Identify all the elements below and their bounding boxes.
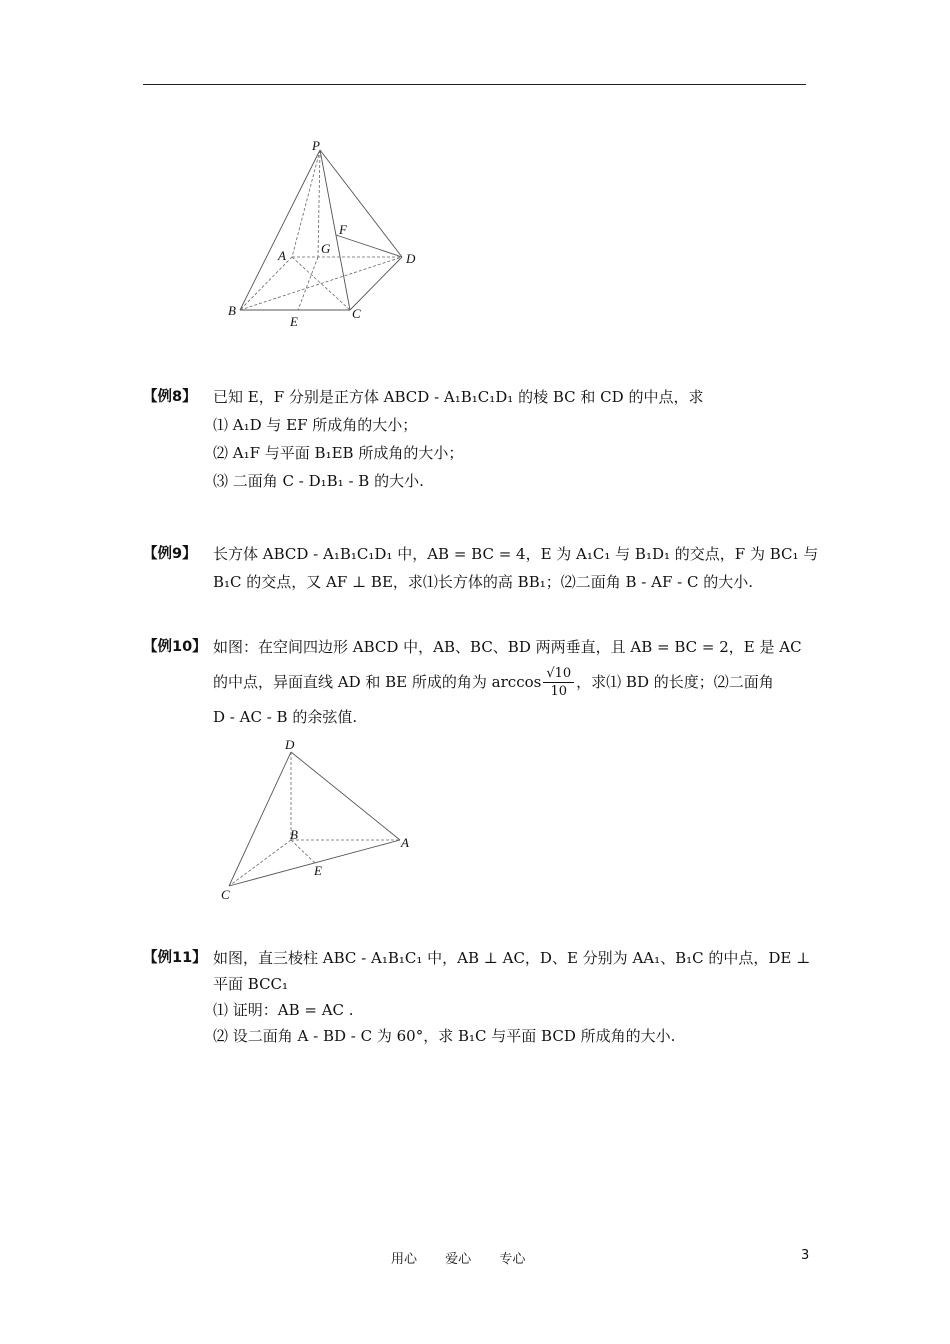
example-10-line-2: [213, 661, 813, 703]
label-F: F: [339, 222, 347, 237]
page-number: 3: [801, 1248, 810, 1263]
example-11-line-2: 平面 BCC₁: [213, 975, 289, 993]
example-9-line-1: 长方体 ABCD - A₁B₁C₁D₁ 中，AB = BC = 4，E 为 A₁C₁ 与 B₁D₁ 的交点，F 为 BC₁ 与: [213, 545, 819, 563]
label-D: D: [406, 251, 416, 266]
label-D: D: [285, 737, 295, 752]
example-8-tag: 【例8】: [143, 389, 197, 405]
example-8-line-3: ⑵ A₁F 与平面 B₁EB 所成角的大小；: [213, 444, 464, 462]
example-10-line-2-pre: 的中点，异面直线 AD 和 BE 所成的角为 arccos: [213, 673, 542, 691]
label-P: P: [312, 138, 320, 153]
example-11-line-3: ⑴ 证明：AB = AC .: [213, 1001, 354, 1019]
label-E: E: [314, 863, 322, 878]
label-A: A: [401, 835, 409, 850]
example-11-tag: 【例11】: [143, 950, 207, 966]
tetrahedron-figure: [215, 736, 420, 906]
label-G: G: [321, 241, 331, 256]
example-10-line-2-post: ，求⑴ BD 的长度；⑵二面角: [576, 673, 774, 691]
example-9-tag: 【例9】: [143, 546, 197, 562]
footer-motto: [391, 1248, 549, 1267]
fraction-numerator: √10: [543, 665, 574, 683]
label-C: C: [352, 306, 361, 321]
example-9: [143, 540, 819, 596]
example-10-line-1: 如图：在空间四边形 ABCD 中，AB、BC、BD 两两垂直，且 AB = BC = 2，E 是 AC: [213, 638, 802, 656]
example-10-line-3: D - AC - B 的余弦值.: [213, 708, 358, 726]
label-C: C: [221, 887, 230, 902]
example-8-line-4: ⑶ 二面角 C - D₁B₁ - B 的大小.: [213, 472, 424, 490]
header-rule: [143, 84, 806, 85]
example-11-line-4: ⑵ 设二面角 A - BD - C 为 60°，求 B₁C 与平面 BCD 所成角的大小.: [213, 1027, 676, 1045]
motto-1: 用心: [391, 1252, 418, 1267]
label-B: B: [228, 303, 236, 318]
motto-2: 爱心: [445, 1252, 472, 1267]
label-B: B: [290, 827, 298, 842]
example-8-line-2: ⑴ A₁D 与 EF 所成角的大小；: [213, 416, 418, 434]
label-A: A: [278, 248, 286, 263]
fraction-denominator: 10: [550, 683, 568, 699]
arccos-fraction: [543, 665, 574, 700]
example-11-line-1: 如图，直三棱柱 ABC - A₁B₁C₁ 中，AB ⊥ AC，D、E 分别为 AA₁、B₁C 的中点，DE ⊥: [213, 949, 811, 967]
example-8-line-1: 已知 E，F 分别是正方体 ABCD - A₁B₁C₁D₁ 的棱 BC 和 CD 的中点，求: [213, 388, 704, 406]
example-10: [143, 633, 813, 731]
motto-3: 专心: [499, 1252, 526, 1267]
pyramid-figure: [220, 135, 430, 335]
example-9-line-2: B₁C 的交点，又 AF ⊥ BE，求⑴长方体的高 BB₁；⑵二面角 B - AF - C 的大小.: [213, 573, 753, 591]
example-11: [143, 945, 813, 1049]
example-8: [143, 383, 813, 495]
label-E: E: [290, 314, 298, 329]
example-10-tag: 【例10】: [143, 639, 207, 655]
